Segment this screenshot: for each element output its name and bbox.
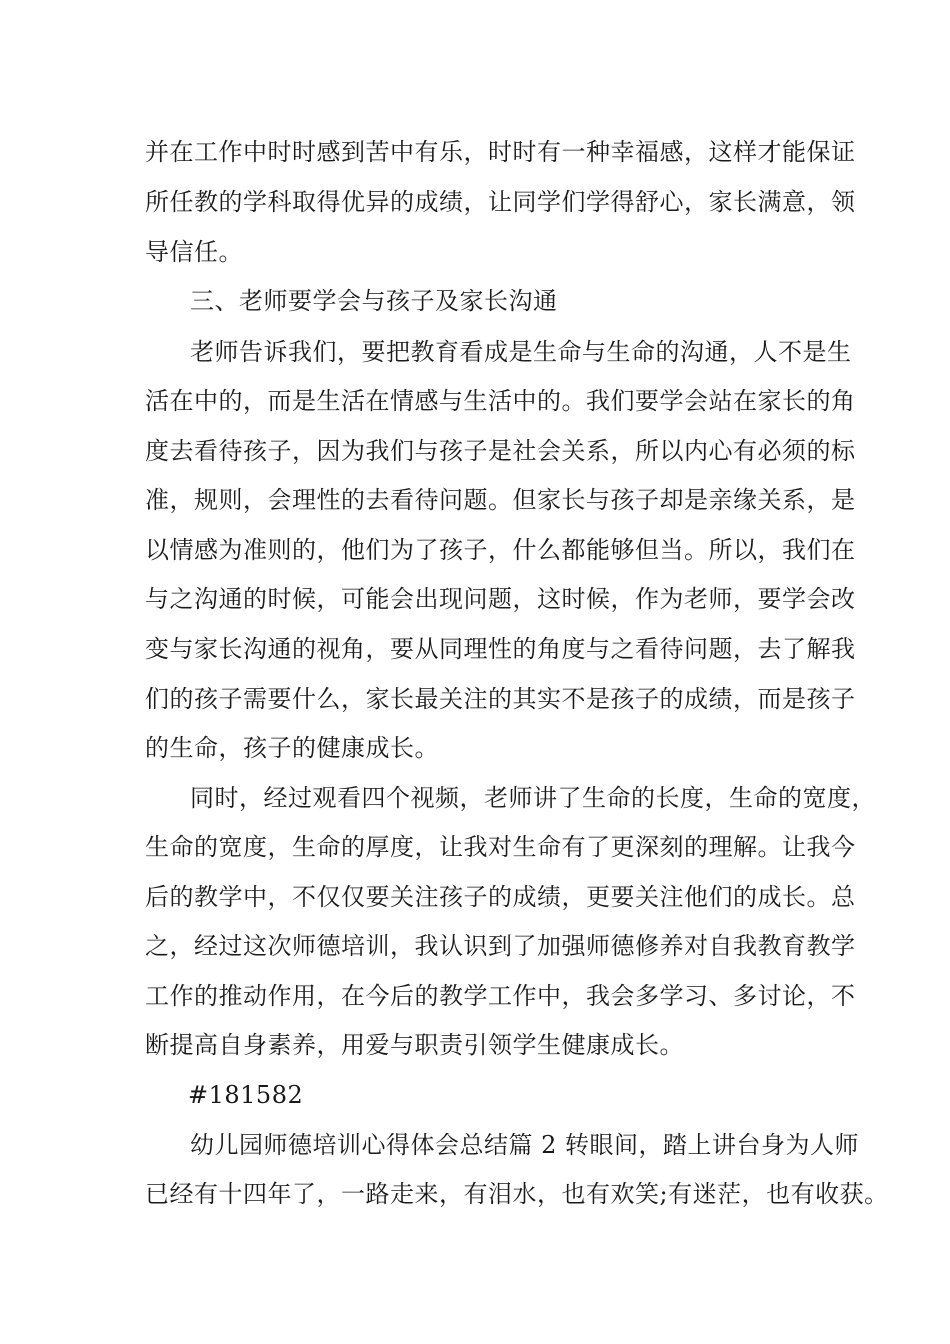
paragraph-line: 并在工作中时时感到苦中有乐，时时有一种幸福感，这样才能保证 — [145, 138, 856, 166]
paragraph-line: 后的教学中，不仅仅要关注孩子的成绩，更要关注他们的成长。总 — [145, 883, 856, 911]
paragraph-line: 幼儿园师德培训心得体会总结篇 2 转眼间，踏上讲台身为人师 — [190, 1131, 860, 1159]
paragraph-line: 老师告诉我们，要把教育看成是生命与生命的沟通，人不是生 — [190, 338, 852, 366]
paragraph-line: 同时，经过观看四个视频，老师讲了生命的长度，生命的宽度， — [190, 784, 876, 812]
paragraph-line: 导信任。 — [145, 238, 243, 266]
paragraph-line: 以情感为准则的，他们为了孩子，什么都能够但当。所以，我们在 — [145, 536, 856, 564]
paragraph-line: 度去看待孩子，因为我们与孩子是社会关系，所以内心有必须的标 — [145, 437, 856, 465]
paragraph-line: 活在中的，而是生活在情感与生活中的。我们要学会站在家长的角 — [145, 387, 856, 415]
paragraph-line: 之，经过这次师德培训，我认识到了加强师德修养对自我教育教学 — [145, 932, 856, 960]
paragraph-line: 与之沟通的时候，可能会出现问题，这时候，作为老师，要学会改 — [145, 585, 856, 613]
paragraph-line: 工作的推动作用，在今后的教学工作中，我会多学习、多讨论，不 — [145, 982, 856, 1010]
paragraph-line: 所任教的学科取得优异的成绩，让同学们学得舒心，家长满意，领 — [145, 188, 856, 216]
paragraph-line: 准，规则，会理性的去看待问题。但家长与孩子却是亲缘关系，是 — [145, 486, 856, 514]
paragraph-line: 已经有十四年了，一路走来，有泪水，也有欢笑;有迷茫，也有收获。 — [145, 1180, 889, 1208]
paragraph-line: 们的孩子需要什么，家长最关注的其实不是孩子的成绩，而是孩子 — [145, 685, 856, 713]
document-id: #181582 — [188, 1081, 304, 1109]
section-heading: 三、老师要学会与孩子及家长沟通 — [190, 287, 558, 315]
paragraph-line: 的生命，孩子的健康成长。 — [145, 734, 439, 762]
paragraph-line: 断提高自身素养，用爱与职责引领学生健康成长。 — [145, 1031, 684, 1059]
paragraph-line: 生命的宽度，生命的厚度，让我对生命有了更深刻的理解。让我今 — [145, 833, 856, 861]
paragraph-line: 变与家长沟通的视角，要从同理性的角度与之看待问题，去了解我 — [145, 635, 856, 663]
